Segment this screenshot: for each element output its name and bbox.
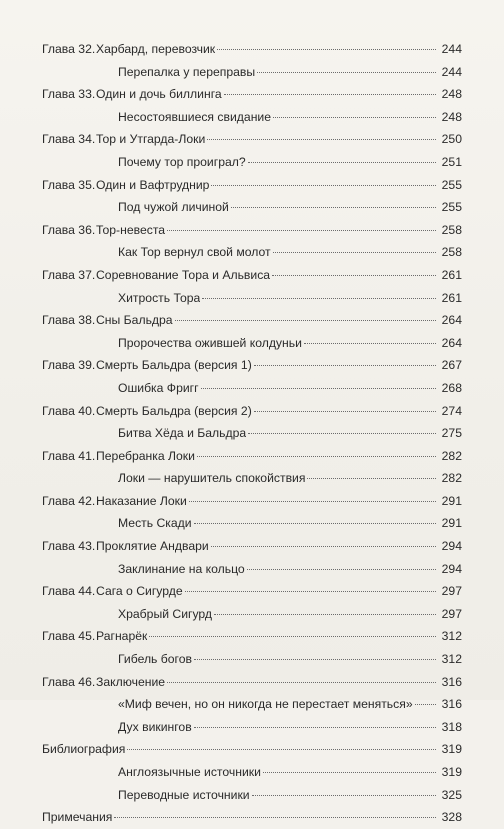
toc-entry bbox=[42, 445, 462, 468]
chapter-title: Сны Бальдра bbox=[96, 313, 173, 328]
page-number: 291 bbox=[441, 516, 462, 531]
dot-leader bbox=[224, 93, 436, 95]
chapter-label: Глава 34. bbox=[42, 132, 96, 147]
page-number: 268 bbox=[441, 380, 462, 395]
dot-leader bbox=[211, 545, 436, 547]
toc-entry bbox=[42, 151, 462, 174]
page-number: 297 bbox=[441, 584, 462, 599]
dot-leader bbox=[273, 251, 436, 253]
toc-entry bbox=[42, 490, 462, 513]
section-title: Перепалка у переправы bbox=[118, 64, 256, 79]
chapter-title: Харбард, перевозчик bbox=[96, 42, 216, 56]
dot-leader bbox=[211, 184, 436, 186]
dot-leader bbox=[114, 816, 436, 818]
page-number: 312 bbox=[441, 652, 462, 667]
toc-entry bbox=[42, 287, 462, 310]
toc-entry bbox=[42, 309, 462, 332]
toc-entry bbox=[42, 196, 462, 219]
chapter-label: Глава 33. bbox=[42, 87, 96, 102]
page-number: 248 bbox=[441, 87, 462, 102]
dot-leader bbox=[149, 635, 436, 637]
chapter-title: Один и дочь биллинга bbox=[96, 87, 222, 102]
chapter-title: Смерть Бальдра (версия 1) bbox=[96, 358, 252, 373]
page-number: 319 bbox=[441, 742, 462, 757]
chapter-label: Глава 37. bbox=[42, 267, 96, 282]
toc-entry bbox=[42, 648, 462, 671]
toc-entry bbox=[42, 580, 462, 603]
page-number: 319 bbox=[441, 765, 462, 779]
dot-leader bbox=[207, 138, 436, 140]
page-number: 291 bbox=[441, 493, 462, 508]
dot-leader bbox=[202, 297, 436, 299]
toc-entry bbox=[42, 106, 462, 129]
chapter-title: Тор-невеста bbox=[96, 222, 166, 237]
dot-leader bbox=[254, 364, 436, 366]
section-title: Почему тор проиграл? bbox=[118, 154, 246, 169]
toc-entry bbox=[42, 422, 462, 445]
dot-leader bbox=[247, 568, 436, 570]
page-number: 297 bbox=[441, 606, 462, 621]
dot-leader bbox=[194, 726, 436, 728]
page-number: 261 bbox=[441, 267, 462, 282]
toc-entry bbox=[42, 512, 462, 535]
dot-leader bbox=[217, 48, 436, 50]
chapter-title: Заключение bbox=[96, 674, 166, 689]
section-title: Ошибка Фригг bbox=[118, 380, 199, 395]
page-number: 312 bbox=[441, 629, 462, 644]
page-number: 316 bbox=[441, 674, 462, 689]
chapter-label: Глава 40. bbox=[42, 403, 96, 418]
chapter-title: Один и Вафтрудниp bbox=[96, 177, 210, 192]
page-number: 264 bbox=[441, 313, 462, 328]
dot-leader bbox=[194, 658, 436, 660]
page-number: 325 bbox=[441, 787, 462, 802]
page-number: 258 bbox=[441, 245, 462, 260]
chapter-title: Смерть Бальдра (версия 2) bbox=[96, 403, 252, 418]
section-title: Переводные источники bbox=[118, 787, 250, 802]
chapter-label: Глава 46. bbox=[42, 674, 96, 689]
chapter-label: Глава 38. bbox=[42, 313, 96, 328]
dot-leader bbox=[273, 116, 436, 118]
dot-leader bbox=[197, 455, 436, 457]
section-title: «Миф вечен, но он никогда не перестает меняться» bbox=[118, 697, 413, 712]
section-title: Битва Хёда и Бальдра bbox=[118, 426, 247, 441]
chapter-label: Глава 45. bbox=[42, 629, 96, 644]
dot-leader bbox=[189, 500, 436, 502]
chapter-title: Проклятие Андвари bbox=[96, 539, 209, 554]
toc-entry bbox=[42, 467, 462, 490]
section-title: Локи — нарушитель спокойствия bbox=[118, 471, 306, 486]
dot-leader bbox=[252, 794, 436, 796]
dot-leader bbox=[304, 342, 436, 344]
chapter-label: Глава 36. bbox=[42, 222, 96, 237]
table-of-contents bbox=[42, 38, 462, 829]
page-number: 274 bbox=[441, 403, 462, 418]
section-title: Дух викингов bbox=[118, 719, 192, 734]
back-matter-title: Примечания bbox=[42, 810, 113, 825]
toc-entry bbox=[42, 603, 462, 626]
page-number: 275 bbox=[441, 426, 462, 441]
dot-leader bbox=[175, 319, 436, 321]
toc-entry bbox=[42, 693, 462, 716]
page-number: 282 bbox=[441, 471, 462, 486]
chapter-title: Соревнование Тора и Альвиса bbox=[96, 267, 271, 282]
section-title: Месть Скади bbox=[118, 516, 192, 531]
chapter-label: Глава 32. bbox=[42, 42, 96, 56]
page-number: 267 bbox=[441, 358, 462, 373]
page-number: 316 bbox=[441, 697, 462, 712]
toc-entry bbox=[42, 332, 462, 355]
dot-leader bbox=[248, 432, 436, 434]
chapter-title: Перебранка Локи bbox=[96, 448, 195, 463]
toc-entry bbox=[42, 241, 462, 264]
dot-leader bbox=[257, 71, 436, 73]
dot-leader bbox=[214, 613, 436, 615]
dot-leader bbox=[167, 229, 436, 231]
section-title: Храбрый Сигурд bbox=[118, 606, 213, 621]
chapter-label: Глава 44. bbox=[42, 584, 96, 599]
toc-entry bbox=[42, 61, 462, 84]
dot-leader bbox=[201, 387, 436, 389]
chapter-label: Глава 42. bbox=[42, 493, 96, 508]
dot-leader bbox=[127, 748, 436, 750]
page-number: 248 bbox=[441, 109, 462, 124]
back-matter-title: Библиография bbox=[42, 742, 126, 757]
dot-leader bbox=[167, 681, 436, 683]
dot-leader bbox=[272, 274, 436, 276]
toc-entry bbox=[42, 377, 462, 400]
dot-leader bbox=[231, 206, 436, 208]
toc-entry bbox=[42, 784, 462, 807]
toc-entry bbox=[42, 558, 462, 581]
section-title: Англоязычные источники bbox=[118, 765, 261, 779]
page-number: 258 bbox=[441, 222, 462, 237]
toc-entry bbox=[42, 264, 462, 287]
chapter-title: Рагнарёк bbox=[96, 629, 148, 644]
toc-entry bbox=[42, 354, 462, 377]
toc-entry bbox=[42, 400, 462, 423]
dot-leader bbox=[263, 771, 436, 773]
page-number: 250 bbox=[441, 132, 462, 147]
page-number: 251 bbox=[441, 154, 462, 169]
section-title: Пророчества ожившей колдуньи bbox=[118, 335, 302, 350]
toc-entry bbox=[42, 806, 462, 829]
chapter-label: Глава 39. bbox=[42, 358, 96, 373]
chapter-label: Глава 41. bbox=[42, 448, 96, 463]
chapter-label: Глава 35. bbox=[42, 177, 96, 192]
page-number: 261 bbox=[441, 290, 462, 305]
dot-leader bbox=[415, 703, 436, 705]
page-number: 328 bbox=[441, 810, 462, 825]
page-number: 318 bbox=[441, 719, 462, 734]
toc-entry bbox=[42, 671, 462, 694]
toc-entry bbox=[42, 625, 462, 648]
page-number: 244 bbox=[441, 42, 462, 56]
toc-entry bbox=[42, 219, 462, 242]
page-number: 294 bbox=[441, 561, 462, 576]
dot-leader bbox=[307, 477, 436, 479]
section-title: Как Тор вернул свой молот bbox=[118, 245, 271, 260]
page-number: 255 bbox=[441, 200, 462, 215]
section-title: Гибель богов bbox=[118, 652, 192, 667]
dot-leader bbox=[248, 161, 436, 163]
toc-entry bbox=[42, 174, 462, 197]
section-title: Заклинание на кольцо bbox=[118, 561, 245, 576]
section-title: Несостоявшиеся свидание bbox=[118, 109, 272, 124]
section-title: Хитрость Тора bbox=[118, 290, 201, 305]
page-number: 282 bbox=[441, 448, 462, 463]
toc-entry bbox=[42, 738, 462, 761]
dot-leader bbox=[254, 410, 436, 412]
toc-entry bbox=[42, 128, 462, 151]
section-title: Под чужой личиной bbox=[118, 200, 229, 215]
chapter-title: Сага о Сигурде bbox=[96, 584, 183, 599]
toc-entry bbox=[42, 535, 462, 558]
page-number: 255 bbox=[441, 177, 462, 192]
dot-leader bbox=[185, 590, 436, 592]
chapter-label: Глава 43. bbox=[42, 539, 96, 554]
dot-leader bbox=[194, 522, 436, 524]
page-number: 294 bbox=[441, 539, 462, 554]
toc-entry bbox=[42, 761, 462, 784]
toc-entry bbox=[42, 83, 462, 106]
page-number: 244 bbox=[441, 64, 462, 79]
chapter-title: Тор и Утгарда-Локи bbox=[96, 132, 206, 147]
chapter-title: Наказание Локи bbox=[96, 493, 187, 508]
page-number: 264 bbox=[441, 335, 462, 350]
toc-entry bbox=[42, 38, 462, 61]
toc-entry bbox=[42, 716, 462, 739]
